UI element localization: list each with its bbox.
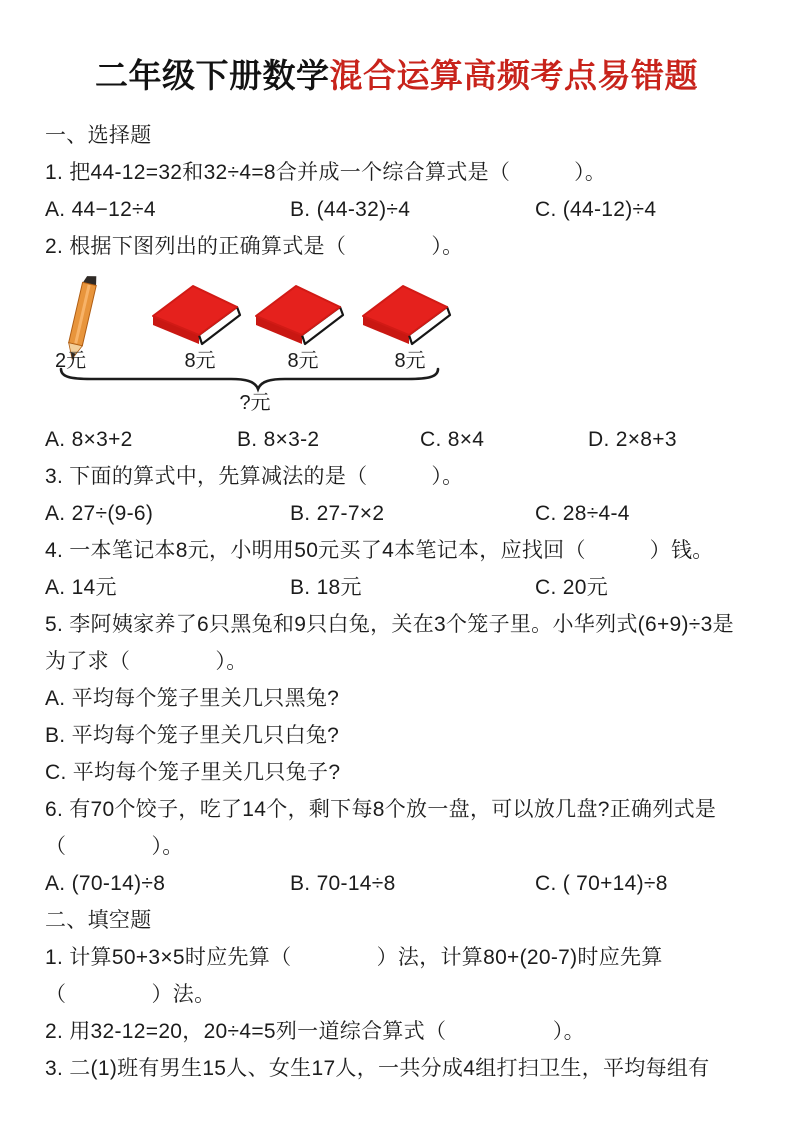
q1-option-a: A. 44−12÷4	[45, 198, 156, 221]
q5-option-b: B. 平均每个笼子里关几只白兔?	[45, 724, 340, 747]
pencil-image	[65, 274, 98, 361]
q2-option-d: D. 2×8+3	[588, 428, 677, 451]
question-6-text: 6. 有70个饺子，吃了14个，剩下每8个放一盘，可以放几盘?正确列式是（ ）。	[45, 798, 717, 858]
book-image	[363, 286, 450, 344]
question-4-options	[45, 569, 748, 606]
total-price-label: ?元	[239, 392, 271, 413]
question-2-options	[45, 421, 748, 458]
q6-option-a: A. (70-14)÷8	[45, 872, 166, 895]
question-3-text: 3. 下面的算式中，先算减法的是（ ）。	[45, 465, 464, 488]
question-1-text: 1. 把44-12=32和32÷4=8合并成一个综合算式是（ ）。	[45, 161, 607, 184]
question-4-text: 4. 一本笔记本8元，小明用50元买了4本笔记本，应找回（ ）钱。	[45, 539, 714, 562]
pencil-price-label: 2元	[55, 350, 87, 372]
question-1-options	[45, 191, 748, 228]
q6-option-b: B. 70-14÷8	[290, 872, 396, 895]
q2-option-a: A. 8×3+2	[45, 428, 133, 451]
book-price-label: 8元	[287, 350, 319, 372]
q4-option-a: A. 14元	[45, 576, 117, 599]
page-title	[45, 50, 748, 97]
q2-option-c: C. 8×4	[420, 428, 485, 451]
q3-option-c: C. 28÷4-4	[535, 502, 630, 525]
book-image	[153, 286, 240, 344]
fill-question-2-text: 2. 用32-12=20，20÷4=5列一道综合算式（ ）。	[45, 1020, 585, 1043]
question-6-options	[45, 865, 748, 902]
book-price-label: 8元	[394, 350, 426, 372]
question-2-text: 2. 根据下图列出的正确算式是（ ）。	[45, 235, 464, 258]
section-fill-header: 二、填空题	[45, 909, 152, 932]
q3-option-b: B. 27-7×2	[290, 502, 385, 525]
q1-option-b: B. (44-32)÷4	[290, 198, 411, 221]
section-choice-header: 一、选择题	[45, 124, 152, 147]
price-figure-svg	[53, 271, 498, 413]
book-price-label: 8元	[184, 350, 216, 372]
q5-option-a: A. 平均每个笼子里关几只黑兔?	[45, 687, 340, 710]
q4-option-b: B. 18元	[290, 576, 362, 599]
q2-option-b: B. 8×3-2	[237, 428, 320, 451]
question-5-text: 5. 李阿姨家养了6只黑兔和9只白兔，关在3个笼子里。小华列式(6+9)÷3是为了求（ ）。	[45, 613, 734, 673]
q4-option-c: C. 20元	[535, 576, 608, 599]
total-brace	[61, 369, 438, 389]
question-2-figure	[53, 271, 498, 413]
title-part-black: 二年级下册数学	[95, 57, 330, 94]
fill-question-1-text: 1. 计算50+3×5时应先算（ ）法，计算80+(20-7)时应先算（ ）法。	[45, 946, 663, 1006]
question-3-options	[45, 495, 748, 532]
title-part-red: 混合运算高频考点易错题	[329, 57, 698, 94]
q3-option-a: A. 27÷(9-6)	[45, 502, 154, 525]
book-image	[256, 286, 343, 344]
q6-option-c: C. ( 70+14)÷8	[535, 872, 668, 895]
fill-question-3-text: 3. 二(1)班有男生15人、女生17人，一共分成4组打扫卫生，平均每组有	[45, 1057, 710, 1080]
q1-option-c: C. (44-12)÷4	[535, 198, 657, 221]
q5-option-c: C. 平均每个笼子里关几只兔子?	[45, 761, 341, 784]
